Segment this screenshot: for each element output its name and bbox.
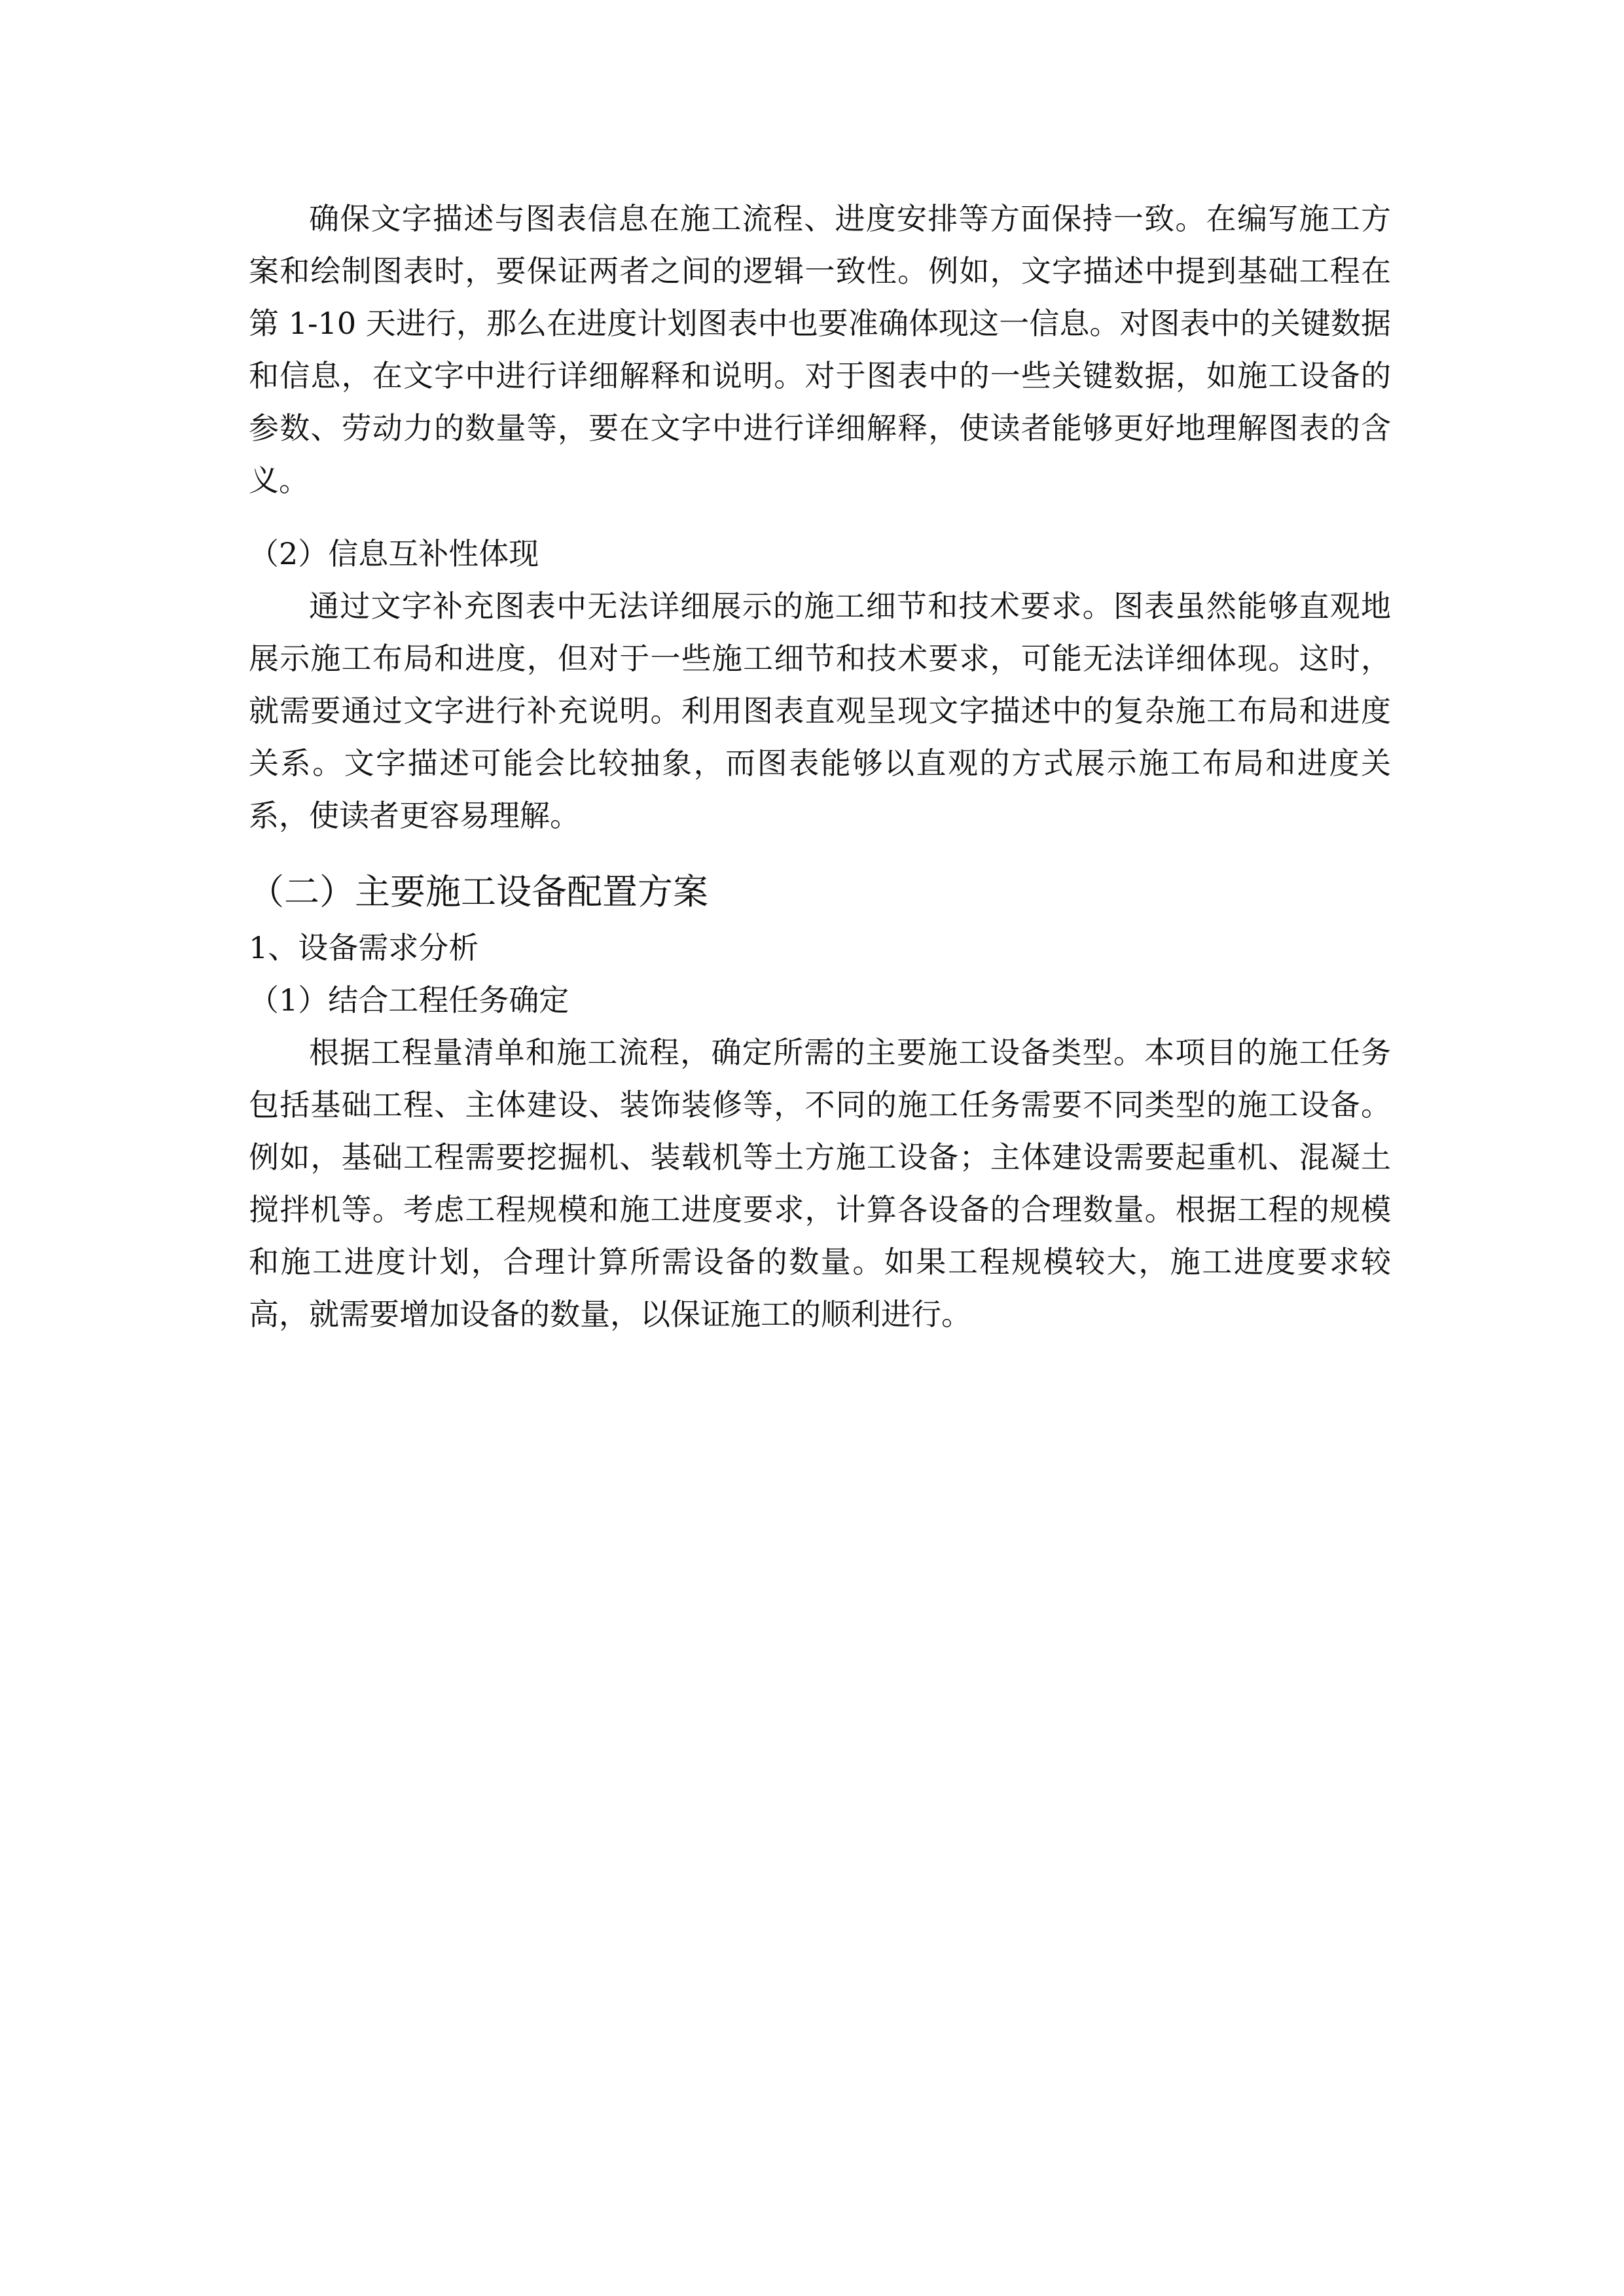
paragraph-complementarity: 通过文字补充图表中无法详细展示的施工细节和技术要求。图表虽然能够直观地展示施工布局和进度，但对于一些施工细节和技术要求，可能无法详细体现。这时，就需要通过文字进行补充说明。利用图表直观呈现文字描述中的复杂施工布局和进度关系。文字描述可能会比较抽象，而图表能够以直观的方式展示施工布局和进度关系，使读者更容易理解。 [249, 588, 1391, 833]
document-content [249, 183, 1391, 1340]
subheading-equipment-demand: 1、设备需求分析 [249, 930, 479, 965]
paragraph-equipment-demand: 根据工程量清单和施工流程，确定所需的主要施工设备类型。本项目的施工任务包括基础工程、主体建设、装饰装修等，不同的施工任务需要不同类型的施工设备。例如，基础工程需要挖掘机、装载机等土方施工设备；主体建设需要起重机、混凝土搅拌机等。考虑工程规模和施工进度要求，计算各设备的合理数量。根据工程的规模和施工进度计划，合理计算所需设备的数量。如果工程规模较大，施工进度要求较高，就需要增加设备的数量，以保证施工的顺利进行。 [249, 1035, 1391, 1332]
subheading-info-complementarity: （2）信息互补性体现 [249, 536, 539, 571]
subheading-task-based: （1）结合工程任务确定 [249, 982, 569, 1018]
spacer [249, 507, 1391, 513]
spacer [249, 842, 1391, 848]
section-heading-equipment-plan: （二）主要施工设备配置方案 [249, 871, 708, 912]
paragraph-consistency: 确保文字描述与图表信息在施工流程、进度安排等方面保持一致。在编写施工方案和绘制图表时，要保证两者之间的逻辑一致性。例如，文字描述中提到基础工程在第 1-10 天进行，那么在进度计划图表中也要准确体现这一信息。对图表中的关键数据和信息，在文字中进行详细解释和说明。对于图表中的一些关键数据，如施工设备的参数、劳动力的数量等，要在文字中进行详细解释，使读者能够更好地理解图表的含义。 [249, 201, 1391, 498]
